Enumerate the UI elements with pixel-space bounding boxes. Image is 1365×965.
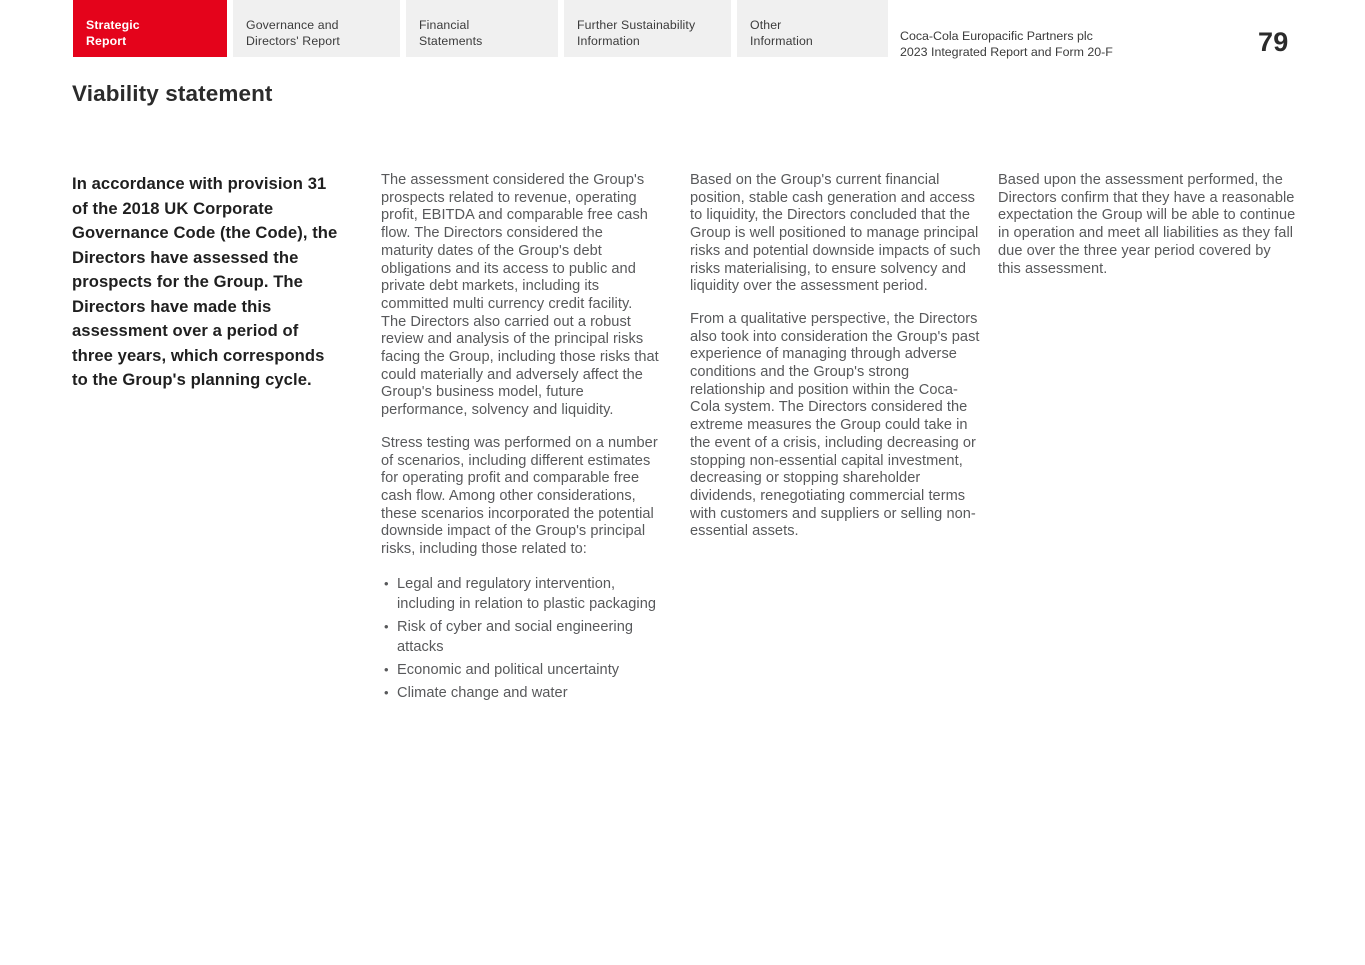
tab-label-line-2: Report (86, 33, 127, 48)
paragraph-qualitative-perspective: From a qualitative perspective, the Directors also took into consideration the Group's past experience of managing through adverse conditions and the Group's strong relationship and position within the Coca-Cola system. The Directors considered the extreme measures the Group could take in the event of a crisis, including decreasing or stopping non-essential capital investment, decreasing or stopping shareholder dividends, renegotiating commercial terms with customers and suppliers or selling non-essential assets. (690, 310, 980, 540)
paragraph-financial-position: Based on the Group's current financial position, stable cash generation and access to liquidity, the Directors concluded that the Group is well positioned to manage principal risks and potential downside impacts of such risks materialising, to ensure solvency and liquidity over the assessment period. (690, 172, 981, 295)
page-number: 79 (1258, 27, 1289, 57)
company-name: Coca-Cola Europacific Partners plc (900, 29, 1093, 43)
tab-label-line-1: Other (750, 18, 782, 32)
tab-label-line-2: Information (750, 33, 813, 48)
page-title: Viability statement (72, 81, 273, 107)
tab-label-line-2: Information (577, 33, 640, 48)
tab-financial-statements[interactable] (406, 0, 558, 57)
tab-label-line-1: Governance and (246, 18, 339, 32)
tab-strategic-report[interactable] (73, 0, 227, 57)
report-name: 2023 Integrated Report and Form 20-F (900, 45, 1113, 59)
tab-label-line-1: Financial (419, 18, 470, 32)
column-assessment (381, 172, 659, 706)
lead-paragraph: In accordance with provision 31 of the 2018 UK Corporate Governance Code (the Code), the Directors have assessed the prospects for the Group. The Directors have made this assessment over a period of three years, which corresponds to the Group's planning cycle. (72, 174, 338, 389)
column-statement (998, 172, 1297, 278)
paragraph-stress-testing: Stress testing was performed on a number of scenarios, including different estimates for operating profit and comparable free cash flow. Among other considerations, these scenarios incorporated the potential downside impact of the Group's principal risks, including those related to: (381, 434, 658, 558)
list-item: • Economic and political uncertainty (381, 660, 659, 680)
tab-label-line-1: Further Sustainability (577, 18, 696, 32)
column-lead (72, 172, 344, 393)
tab-label-line-1: Strategic (86, 18, 140, 32)
list-item: • Legal and regulatory intervention, including in relation to plastic packaging (381, 574, 659, 614)
list-item: • Risk of cyber and social engineering attacks (381, 617, 659, 657)
tab-other-information[interactable] (737, 0, 888, 57)
tab-label-line-2: Statements (419, 33, 483, 48)
principal-risks-list (381, 574, 659, 703)
tab-governance-and-directors-report[interactable] (233, 0, 400, 57)
list-item: • Climate change and water (381, 683, 659, 703)
tab-further-sustainability-information[interactable] (564, 0, 731, 57)
tab-label-line-2: Directors' Report (246, 33, 340, 48)
column-conclusions (690, 172, 982, 541)
document-identifier (900, 28, 1113, 60)
paragraph-viability-confirmation: Based upon the assessment performed, the Directors confirm that they have a reasonable expectation the Group will be able to continue in operation and meet all liabilities as they fall due over the three year period covered by this assessment. (998, 172, 1296, 277)
section-tab-bar (0, 0, 1365, 57)
paragraph-assessment-scope: The assessment considered the Group's prospects related to revenue, operating profit, EBITDA and comparable free cash flow. The Directors considered the maturity dates of the Group's debt obligations and its access to public and private debt markets, including its committed multi currency credit facility. The Directors also carried out a robust review and analysis of the principal risks facing the Group, including those risks that could materially and adversely affect the Group's business model, future performance, solvency and liquidity. (381, 172, 659, 419)
